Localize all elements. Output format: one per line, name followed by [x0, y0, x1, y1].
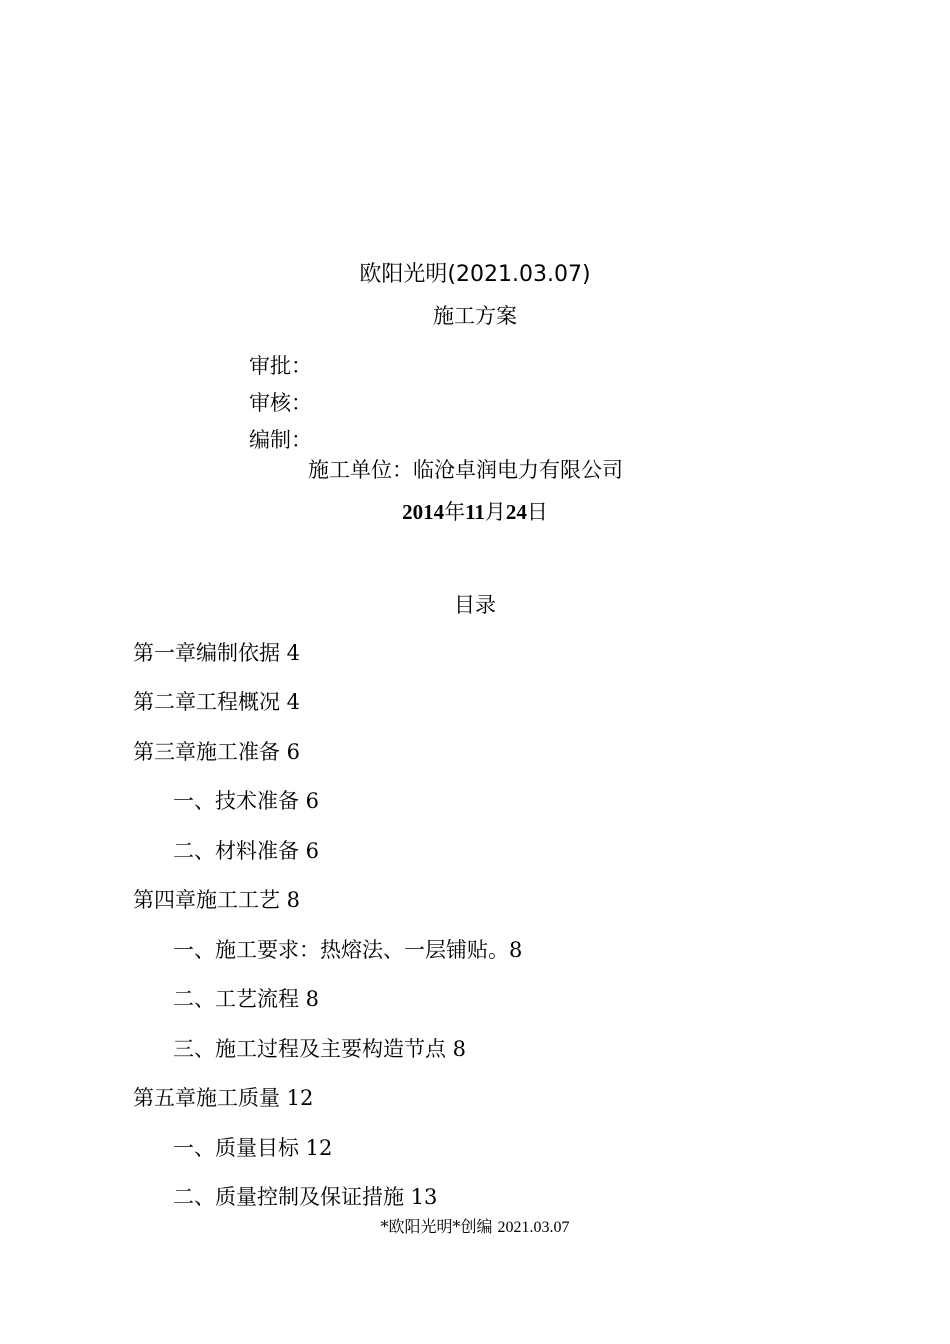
date-month: 11 [465, 500, 485, 524]
toc-entry: 二、质量控制及保证措施 13 [173, 1185, 438, 1209]
date-year: 2014 [402, 500, 445, 524]
toc-entry: 第三章施工准备 6 [133, 740, 301, 764]
page-footer [0, 1219, 950, 1236]
toc-entry: 一、技术准备 6 [173, 789, 320, 813]
toc-entry: 第五章施工质量 12 [133, 1086, 314, 1110]
review-label: 审核： [249, 391, 312, 415]
footer-date: 2021.03.07 [497, 1219, 570, 1236]
construction-company: 施工单位：临沧卓润电力有限公司 [308, 458, 623, 482]
toc-entry: 二、材料准备 6 [173, 839, 320, 863]
toc-title: 目录 [454, 593, 496, 617]
approve-label: 审批： [249, 354, 312, 378]
toc-entry: 第二章工程概况 4 [133, 690, 301, 714]
date-month-unit: 月 [484, 500, 506, 524]
document-header-title: 欧阳光明(2021.03.07) [359, 262, 591, 287]
date-day-unit: 日 [526, 500, 548, 524]
toc-entry: 三、施工过程及主要构造节点 8 [173, 1037, 467, 1061]
compile-label: 编制： [249, 428, 312, 452]
footer-author: *欧阳光明*创编 [380, 1217, 493, 1236]
document-date [0, 502, 950, 523]
toc-entry: 第四章施工工艺 8 [133, 888, 301, 912]
toc-entry: 二、工艺流程 8 [173, 987, 320, 1011]
toc-entry: 第一章编制依据 4 [133, 641, 301, 665]
document-subtitle: 施工方案 [433, 304, 517, 328]
toc-entry: 一、质量目标 12 [173, 1136, 333, 1160]
toc-entry: 一、施工要求：热熔法、一层铺贴。8 [173, 938, 523, 962]
date-day: 24 [505, 500, 527, 524]
date-year-unit: 年 [444, 500, 466, 524]
